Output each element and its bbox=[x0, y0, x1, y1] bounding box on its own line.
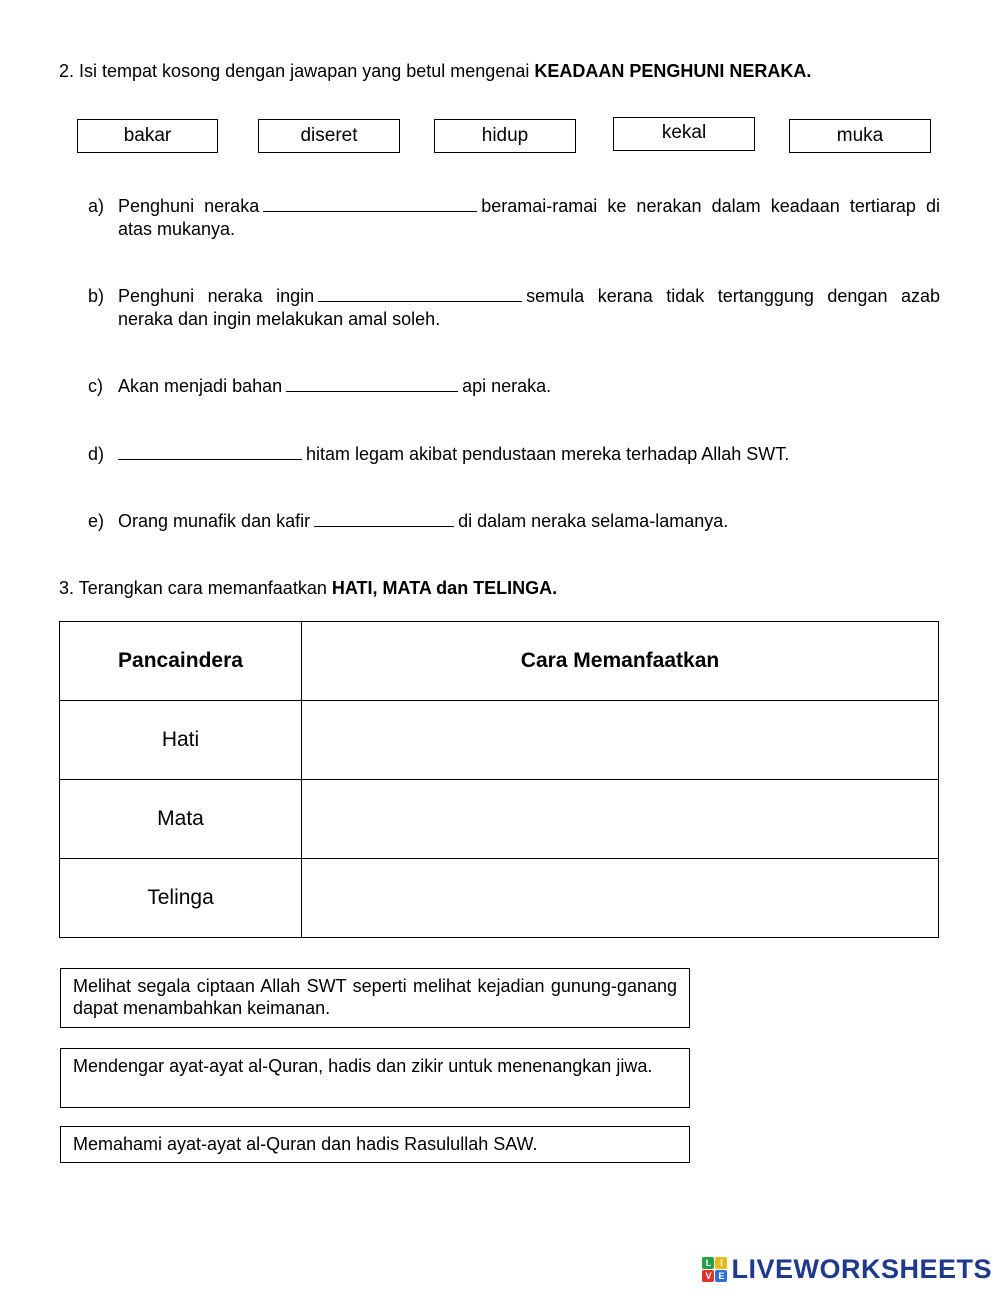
sense-cell-mata: Mata bbox=[60, 780, 302, 859]
logo-tile-v: V bbox=[702, 1270, 714, 1282]
liveworksheets-logo bbox=[702, 1252, 992, 1286]
answer-blank-c[interactable] bbox=[286, 375, 458, 392]
drop-zone-telinga[interactable] bbox=[302, 859, 939, 938]
item-text-before: Akan menjadi bahan bbox=[118, 376, 283, 396]
table-row bbox=[60, 859, 939, 938]
word-option-muka[interactable]: muka bbox=[789, 119, 931, 153]
fill-item-e bbox=[88, 510, 940, 533]
fill-item-d bbox=[88, 443, 940, 466]
table-header-row bbox=[60, 622, 939, 701]
word-option-bakar[interactable]: bakar bbox=[77, 119, 218, 153]
item-text-after: di dalam neraka selama-lamanya. bbox=[458, 511, 729, 531]
item-text-before: Penghuni neraka ingin bbox=[118, 286, 315, 306]
item-text-after: semula kerana tidak tertanggung dengan azab neraka dan ingin melakukan amal soleh. bbox=[118, 286, 940, 329]
item-text-before: Penghuni neraka bbox=[118, 196, 260, 216]
question-3-title bbox=[59, 578, 557, 599]
question-intro: Terangkan cara memanfaatkan bbox=[78, 578, 327, 598]
item-text-after: api neraka. bbox=[462, 376, 552, 396]
question-topic: KEADAAN PENGHUNI NERAKA. bbox=[534, 61, 812, 81]
item-label: a) bbox=[88, 196, 105, 216]
item-label: c) bbox=[88, 376, 103, 396]
fill-item-b bbox=[88, 285, 940, 331]
drop-zone-hati[interactable] bbox=[302, 701, 939, 780]
header-pancaindera: Pancaindera bbox=[60, 622, 302, 701]
fill-item-c bbox=[88, 375, 940, 398]
question-number: 2. bbox=[59, 61, 75, 81]
brand-name: LIVEWORKSHEETS bbox=[731, 1253, 992, 1284]
sense-cell-telinga: Telinga bbox=[60, 859, 302, 938]
logo-tile-e: E bbox=[715, 1270, 727, 1282]
answer-blank-a[interactable] bbox=[263, 195, 477, 212]
item-label: e) bbox=[88, 511, 105, 531]
answer-option-2[interactable]: Mendengar ayat-ayat al-Quran, hadis dan zikir untuk menenangkan jiwa. bbox=[60, 1048, 690, 1108]
answer-blank-b[interactable] bbox=[318, 285, 522, 302]
logo-tile-l: L bbox=[702, 1257, 714, 1269]
item-text-after: beramai-ramai ke nerakan dalam keadaan tertiarap di atas mukanya. bbox=[118, 196, 940, 239]
item-text-before: Orang munafik dan kafir bbox=[118, 511, 311, 531]
answer-option-1[interactable]: Melihat segala ciptaan Allah SWT seperti melihat kejadian gunung-ganang dapat menambahkan keimanan. bbox=[60, 968, 690, 1028]
header-cara-memanfaatkan: Cara Memanfaatkan bbox=[302, 622, 939, 701]
word-option-hidup[interactable]: hidup bbox=[434, 119, 576, 153]
answer-blank-d[interactable] bbox=[118, 443, 302, 460]
item-label: d) bbox=[88, 444, 105, 464]
table-row bbox=[60, 780, 939, 859]
liveworksheets-icon bbox=[702, 1257, 727, 1282]
sense-cell-hati: Hati bbox=[60, 701, 302, 780]
senses-table bbox=[59, 621, 939, 938]
item-text-after: hitam legam akibat pendustaan mereka terhadap Allah SWT. bbox=[306, 444, 790, 464]
word-option-diseret[interactable]: diseret bbox=[258, 119, 400, 153]
question-topic: HATI, MATA dan TELINGA. bbox=[331, 578, 558, 598]
word-option-kekal[interactable]: kekal bbox=[613, 117, 755, 151]
table-row bbox=[60, 701, 939, 780]
question-2-title bbox=[59, 61, 811, 82]
answer-blank-e[interactable] bbox=[314, 510, 454, 527]
fill-item-a bbox=[88, 195, 940, 241]
question-number: 3. bbox=[59, 578, 75, 598]
question-intro: Isi tempat kosong dengan jawapan yang betul mengenai bbox=[79, 61, 530, 81]
item-label: b) bbox=[88, 286, 105, 306]
answer-option-3[interactable]: Memahami ayat-ayat al-Quran dan hadis Rasulullah SAW. bbox=[60, 1126, 690, 1163]
logo-tile-i: I bbox=[715, 1257, 727, 1269]
drop-zone-mata[interactable] bbox=[302, 780, 939, 859]
